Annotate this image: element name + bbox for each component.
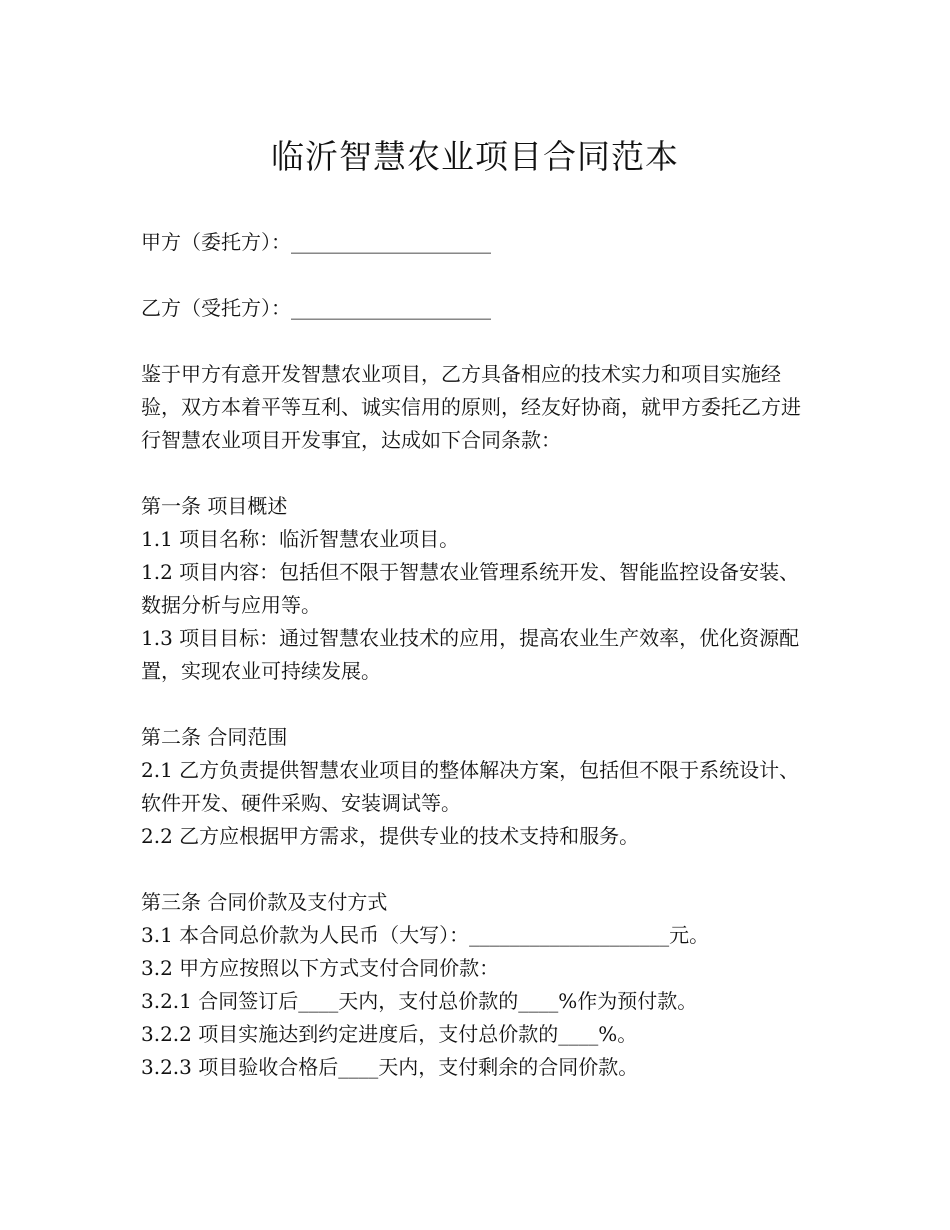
clause: 3.2.1 合同签订后____天内，支付总价款的____%作为预付款。 — [141, 989, 698, 1013]
clause: 3.1 本合同总价款为人民币（大写）：____________________元。 — [141, 923, 710, 947]
document-title: 临沂智慧农业项目合同范本 — [271, 137, 679, 176]
party-b-line: 乙方（受托方）：____________________ — [141, 296, 491, 320]
clause: 3.2 甲方应按照以下方式支付合同价款： — [141, 956, 500, 980]
preamble-paragraph: 鉴于甲方有意开发智慧农业项目，乙方具备相应的技术实力和项目实施经验，双方本着平等互利、诚实信用的原则，经友好协商，就甲方委托乙方进行智慧农业项目开发事宜，达成如下合同条款： — [141, 362, 801, 452]
clause: 1.1 项目名称：临沂智慧农业项目。 — [141, 527, 460, 551]
party-a-line: 甲方（委托方）：____________________ — [141, 230, 491, 254]
clause: 2.2 乙方应根据甲方需求，提供专业的技术支持和服务。 — [141, 824, 640, 848]
clause: 3.2.3 项目验收合格后____天内，支付剩余的合同价款。 — [141, 1055, 639, 1079]
section-heading: 第二条 合同范围 — [141, 725, 288, 749]
clause: 1.2 项目内容：包括但不限于智慧农业管理系统开发、智能监控设备安装、数据分析与应用等。 — [141, 560, 800, 617]
document-body — [141, 226, 801, 1084]
clause: 3.2.2 项目实施达到约定进度后，支付总价款的____%。 — [141, 1022, 638, 1046]
clause: 1.3 项目目标：通过智慧农业技术的应用，提高农业生产效率，优化资源配置，实现农业可持续发展。 — [141, 626, 800, 683]
clause: 2.1 乙方负责提供智慧农业项目的整体解决方案，包括但不限于系统设计、软件开发、硬件采购、安装调试等。 — [141, 758, 800, 815]
section-heading: 第一条 项目概述 — [141, 494, 288, 518]
section-heading: 第三条 合同价款及支付方式 — [141, 890, 388, 914]
